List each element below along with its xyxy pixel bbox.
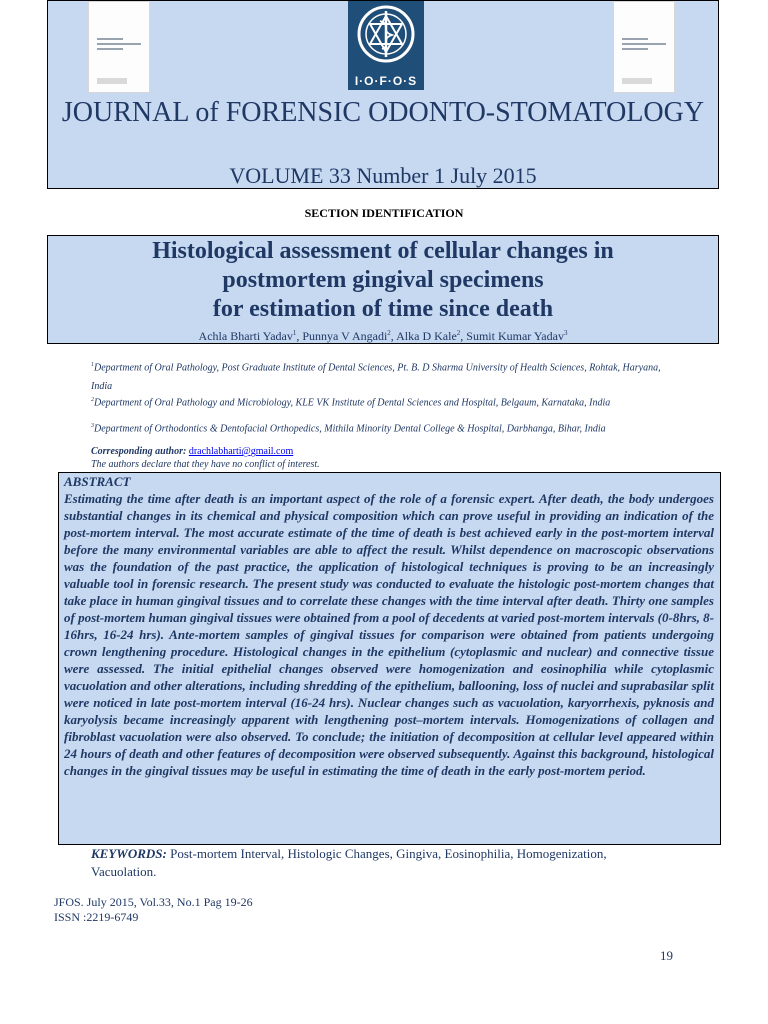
title-line: for estimation of time since death (212, 296, 554, 322)
title-line: postmortem gingival specimens (222, 267, 544, 293)
journal-cover-thumbnail (613, 1, 675, 93)
section-label: SECTION IDENTIFICATION (304, 206, 464, 220)
iofos-emblem-icon (348, 1, 424, 73)
citation-line: JFOS. July 2015, Vol.33, No.1 Pag 19-26 (54, 895, 253, 909)
journal-header (47, 0, 719, 189)
abstract-heading: ABSTRACT (64, 474, 131, 489)
title-line: Histological assessment of cellular changes in (152, 238, 614, 264)
conflict-statement: The authors declare that they have no conflict of interest. (91, 459, 320, 470)
page-number: 19 (660, 948, 673, 963)
abstract-body: Estimating the time after death is an important aspect of the role of a forensic expert. After death, the body undergoes substantial changes in its chemical and physical composition which can prove useful in providing an indication of the post-mortem interval. The most accurate estimate of the time of death is best achieved early in the post-mortem interval before the many environmental variables are able to affect the result. Whilst dependence on macroscopic observations was the foundation of the past practice, the application of histological techniques is proving to be an increasingly valuable tool in forensic research. The present study was conducted to evaluate the histologic post-mortem changes that take place in human gingival tissues and to correlate these changes with the time interval after death. Thirty one samples of post-mortem human gingival tissues were obtained from a pool of decedents at varied post-mortem intervals (0-8hrs, 8-16hrs, 16-24 hrs). Ante-mortem samples of gingival tissues for comparison were obtained from patients undergoing crown lengthening procedure. Histological changes in the epithelium (cytoplasmic and nuclear) and connective tissue were assessed. The initial epithelial changes observed were homogenization and eosinophilia while cytoplasmic vacuolation and other alterations, including shredding of the epithelium, ballooning, loss of nuclei and suprabasilar split were noticed in late post-mortem interval (16-24 hrs). Nuclear changes such as vacuolation, karyorrhexis, pyknosis and karyolysis became increasingly apparent with lengthening post–mortem intervals. Homogenizations of collagen and fibroblast vacuolation were also observed. To conclude; the initiation of decomposition at cellular level appeared within 24 hours of death and other features of decomposition were observed subsequently. Against this background, histological changes in the gingival tissues may be useful in estimating the time of death in the early post-mortem period. (64, 491, 714, 778)
article-title (48, 237, 718, 324)
abstract-box (58, 472, 721, 845)
keywords (91, 845, 611, 881)
author-list: Achla Bharti Yadav$^1$, Punnya V Angadi$^2$, Alka D Kale$^2$, Sumit Kumar Yadav$^3$ (198, 329, 568, 343)
keywords-text: Post-mortem Interval, Histologic Changes, Gingiva, Eosinophilia, Homogenization, Vacuolation. (91, 846, 607, 879)
journal-title: JOURNAL of FORENSIC ODONTO-STOMATOLOGY (61, 97, 705, 128)
author: Punnya V Angadi$^2$ (302, 329, 391, 343)
affiliation: $^2$Department of Oral Pathology and Microbiology, KLE VK Institute of Dental Sciences and Hospital, Belgaum, Karnataka, India (91, 397, 611, 409)
keywords-label: KEYWORDS: (91, 846, 167, 861)
iofos-logo (348, 1, 424, 90)
article-title-box (47, 235, 719, 344)
journal-cover-thumbnail (88, 1, 150, 93)
issn-line: ISSN :2219-6749 (54, 910, 139, 924)
affiliation: $^1$Department of Oral Pathology, Post Graduate Institute of Dental Sciences, Pt. B. D Sharma University of Health Sciences, Rohtak, Haryana, India (91, 362, 661, 393)
author: Achla Bharti Yadav$^1$ (198, 329, 297, 343)
affiliation: $^3$Department of Orthodontics & Dentofacial Orthopedics, Mithila Minority Dental College & Hospital, Darbhanga, Bihar, India (91, 423, 606, 435)
volume-info: VOLUME 33 Number 1 July 2015 (229, 163, 537, 188)
corresponding-email-link[interactable]: drachlabharti@gmail.com (188, 446, 294, 457)
corresponding-author (91, 446, 293, 457)
corresponding-label: Corresponding author: (91, 446, 187, 457)
citation (54, 895, 253, 925)
author: Alka D Kale$^2$ (396, 329, 461, 343)
logo-text: I·O·F·O·S (354, 74, 418, 88)
author: Sumit Kumar Yadav$^3$ (466, 329, 568, 343)
